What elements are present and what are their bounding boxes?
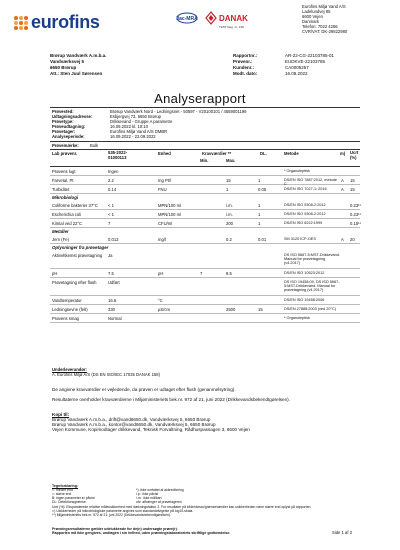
table-row [50, 278, 360, 296]
cell-name: Kimtal ved 22°C [52, 221, 83, 226]
cell-name: Jern (Fe) [52, 237, 69, 242]
cell-unit: °C [158, 298, 163, 303]
svg-text:ilac-MRA: ilac-MRA [176, 16, 198, 22]
cell-unit: MPN/100 ml [158, 203, 182, 208]
subcontractors: Underleverandør: A. Eurofins Miljø A/S (DS EN ISO/IEC 17025 DANAK 168) [52, 367, 160, 377]
cell-method: DS/EN ISO 10523:2012 [284, 271, 325, 275]
cell-max: 2500 [226, 307, 236, 312]
cell-dl: 1 [258, 178, 261, 183]
cell-name: Escherichia coli [52, 212, 82, 217]
svg-text:DANAK: DANAK [219, 14, 248, 23]
divider [50, 141, 360, 142]
cell-method: DS/EN ISO 19458:2006 [284, 298, 325, 302]
cell-value: 2.2 [108, 178, 114, 183]
cell-ucrt: 15 [350, 178, 355, 183]
cell-unit: FNU [158, 187, 167, 192]
cell-max: 1 [226, 187, 229, 192]
cell-max: 15 [226, 178, 231, 183]
table-row [50, 296, 360, 305]
cell-method: DS/EN ISO 7887:2012, metode C [284, 178, 337, 187]
recipient-address: Brørup Vandværk A.m.b.a. Vandværksvej 5 6650 Brørup Att.: Sten Juul Sørensen [50, 53, 107, 76]
cell-value: < 1 [108, 203, 114, 208]
cell-name: Vandtemperatur [52, 298, 82, 303]
table-row [50, 305, 360, 314]
cell-value: Ja [108, 253, 113, 258]
sample-marking: Prøvemærke: Bulk [52, 143, 99, 148]
cell-dl: 0.01 [258, 237, 267, 242]
report-meta: Rapportnr.: AR-22-CG-22103785-01 Prøvenr.: EUDKVE-22103785 Kundenr.: CA0005257 Modt. dato: 16.09.2022 [233, 53, 335, 76]
table-row [50, 185, 360, 194]
cell-method: * Organoleptisk [284, 169, 310, 173]
footer: Prøvningsresultaterne gælder udelukkende for de(n) undersøgte prøve(r). Rapporten må ikke gengives, undtagen i sin helhed, uden prøvningslaboratoriets skriftlige godkendelse. [52, 527, 231, 536]
lab-address: Eurofins Miljø Vand A/S Ladelundvej 85 6600 Vejen Danmark Telefon: 7022 4266 CVR/VAT: DK-29822980 [302, 4, 348, 34]
cell-max: i.m. [226, 212, 233, 217]
cell-method: SM 3120 ICP-OES [284, 237, 316, 241]
table-row [50, 201, 360, 210]
divider [50, 107, 360, 108]
cell-method: * Organoleptisk [284, 316, 310, 320]
cell-method: DS ISO 5667-5:MST-Drikkevand. Manual for prøvetagning (v4.2017) [284, 253, 340, 266]
sample-info: Prøvested: Brørup Vandværk Nord - Ledningsnet - 50597 - V20100101 / 4559001199 Udtagningsadresse: Esbjergvej 73, 6650 Brørup Prøvetype: Drikkevand - Gruppe A parametre Prøveudtagning: 16.09.2022 kl. 10:10 Prøvetager: Eurofins Miljø Vand A/S DMBR Analyseperiode: 16.09.2022 - 22.09.2022 [52, 109, 247, 139]
cell-unit: mg Pt/l [158, 178, 172, 183]
cell-m: A [341, 178, 344, 183]
section-heading: Metaller [52, 229, 69, 234]
cell-unit: mg/l [158, 237, 166, 242]
cell-value: Normal [108, 316, 122, 321]
cell-method: DS/EN ISO 6222:1999 [284, 221, 323, 225]
cell-method: DS/EN ISO 9308-2:2012 [284, 203, 326, 207]
table-row [50, 314, 360, 323]
cell-max: 0.2 [226, 237, 232, 242]
cell-name: Aktiveltkemst prøvetagning [52, 253, 103, 258]
cell-name: Prøvens smag [52, 316, 79, 321]
cell-unit: pH [158, 271, 164, 276]
cell-value: 7 [108, 221, 111, 226]
cell-name: Farvetal, Pt [52, 178, 74, 183]
table-row [50, 167, 360, 176]
table-row [50, 235, 360, 244]
cell-method: DS/EN ISO 9308-2:2012 [284, 212, 326, 216]
table-row [50, 210, 360, 219]
cell-dl: 15 [258, 307, 263, 312]
cell-max: i.m. [226, 203, 233, 208]
cell-ucrt: 0.23¹¹ [350, 203, 361, 208]
cell-dl: 1 [258, 212, 261, 217]
cell-value: 7.5 [108, 271, 114, 276]
cell-dl: 1 [258, 221, 261, 226]
page-number: Side 1 af 2 [332, 530, 353, 535]
cell-unit: MPN/100 ml [158, 212, 182, 217]
cell-method: DS/EN 27888:2003 (ved 20°C) [284, 307, 336, 311]
eurofins-wordmark: eurofins [31, 12, 100, 32]
cell-max: 8.5 [226, 271, 232, 276]
section-heading: Mikrobiologi [52, 195, 79, 200]
cell-name: Ledningsevne (felt) [52, 307, 88, 312]
cell-method: DS ISO 19458:09, DS ISO 5667-5:MST-Drikkevand. Manual for prøvetagning (v4.2017) [284, 280, 340, 293]
cell-ucrt: 0.23¹¹ [350, 212, 361, 217]
cell-dl: 0.05 [258, 187, 267, 192]
eurofins-logo [14, 12, 100, 33]
cell-unit: µS/cm [158, 307, 170, 312]
cell-name: Coliforme bakterier 37°C [52, 203, 98, 208]
table-row [50, 219, 360, 228]
cell-name: Prøvetagning efter flush [52, 280, 97, 285]
cell-value: Udført [108, 280, 120, 285]
cell-value: 0.14 [108, 187, 117, 192]
table-row [50, 251, 360, 269]
cell-ucrt: 15 [350, 187, 355, 192]
table-row [50, 269, 360, 278]
cell-value: < 1 [108, 212, 114, 217]
cell-value: Ingen [108, 169, 119, 174]
danak-logo [203, 10, 251, 32]
eurofins-dots-icon [14, 16, 28, 30]
svg-text:TEST Reg. nr. 168: TEST Reg. nr. 168 [219, 25, 244, 29]
cell-m: A [341, 237, 344, 242]
cell-method: DS/EN ISO 7027-1: 2016 [284, 187, 327, 191]
cell-value: 330 [108, 307, 115, 312]
cell-max: 200 [226, 221, 233, 226]
statements: De angivne kravværdier er vejledende, da prøven er udtaget efter flush (genanmelsytring). Resultaterne overholder kravværdierne i Miljøministeriets bek.nr. 972 af 21. juni 2022 (Drikkevandsbekendtgørelsen). [52, 387, 290, 402]
cell-m: A [341, 187, 344, 192]
ilac-mra-logo [175, 12, 199, 28]
cell-min: 7 [200, 271, 203, 276]
copy-to: Kopi til: Brørup Vandværk A.m.b.a., drift@vand6650.dk, Vandværksvej 5, 6650 Brørup Brørup Vandværk A.m.b.a., kontor@vand6650.dk, Vandværksvej 5, 6650 Brørup Vejen Kommune, Kopimodtager drikkevand, Teknisk Forvaltning, Rådhuspassagen 3, 6600 Vejen [52, 412, 250, 432]
legend: Tegnforklaring: <: mindre end >: større end B: ingen parameter er påvist DL: Detektionsgrænse *): ikke omfattet af akkreditering i.p.: ikke påvist i.m.: ikke målbart ufv: afhænger af prøvetageren Ucrt (%): Ekspanderede relative måleusikkerhed med dækningsfaktor 2. For resultater på kildeniveau/grænseværdier kan usikkerheden være større end oplyst på rapporten. ¹¹) Usikkerheder på mikrobiologiske parametre angives som standardafvigelse på log10-skala. **) Miljøministeriets bek.nr. 972 af 21. juni 2022 (Drikkevandsbekendtgørelsen). [52, 484, 312, 518]
cell-name: pH [52, 271, 58, 276]
page-title: Analyserapport [154, 91, 246, 106]
cell-name: Turbiditet [52, 187, 70, 192]
cell-ucrt: 0.15¹¹ [350, 221, 361, 226]
cell-value: 16.6 [108, 298, 117, 303]
section-heading: Oplysninger fra prøvetager [52, 245, 109, 250]
cell-value: 0.013 [108, 237, 119, 242]
cell-unit: CFU/ml [158, 221, 173, 226]
cell-ucrt: 20 [350, 237, 355, 242]
table-row [50, 176, 360, 185]
cell-dl: 1 [258, 203, 261, 208]
cell-name: Prøvens lugt [52, 169, 76, 174]
table-header: Lab prøvenr. 535-2022- 01000113 Enhed Kravværdier ** Min. Max. DL. Metode m) Ucrt (%) [52, 150, 359, 163]
